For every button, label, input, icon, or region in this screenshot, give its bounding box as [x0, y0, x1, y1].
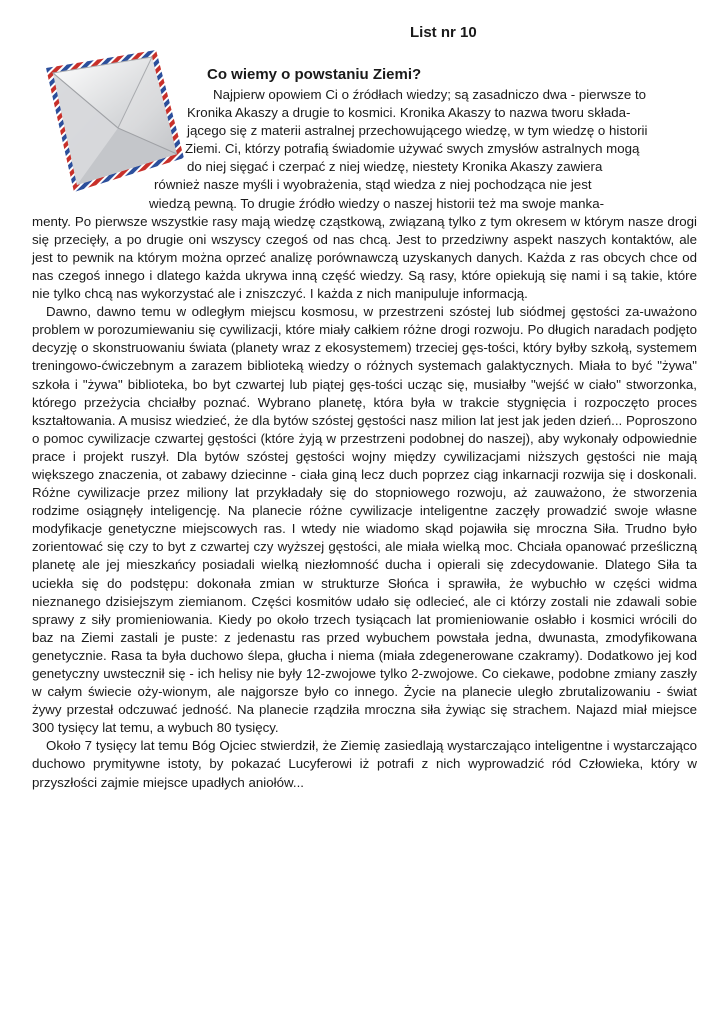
paragraph: menty. Po pierwsze wszystkie rasy mają wiedzę cząstkową, związaną tylko z tym okresem w którym nasze drogi się przecięły, a po drugie oni wszyscy czegoś od nas chcą. Jest to przedziwny aspekt naszych kontaktów, ale jest to pewnik na którym można oprzeć analizę porównawczą uzyskanych danych. Każda z ras obcych chce od nas czegoś innego i dlatego każda ukrywa inną część wiedzy. Są rasy, które opiekują się nami i są takie, które nie tylko chcą nas wykorzystać ale i zniszczyć. I każda z nich manipuluje informacją.: [32, 213, 697, 302]
intro-line: Najpierw opowiem Ci o źródłach wiedzy; są zasadniczo dwa - pierwsze to: [213, 87, 647, 102]
intro-line: również nasze myśli i wyobrażenia, stąd wiedza z niej pochodząca nie jest: [154, 177, 592, 193]
intro-line: wiedzą pewną. To drugie źródło wiedzy o naszej historii też ma swoje manka-: [149, 195, 605, 211]
letter-number: List nr 10: [410, 24, 477, 41]
intro-line: jącego się z materii astralnej przechowującego wiedzę, w tym wiedzę o historii: [187, 123, 648, 139]
intro-line: Kronika Akaszy a drugie to kosmici. Kronika Akaszy to nazwa tworu składa-: [187, 105, 631, 121]
letter-body: [32, 86, 697, 792]
intro-line: Ziemi. Ci, którzy potrafią świadomie używać swych zmysłów astralnych mogą: [185, 141, 640, 157]
paragraph: Około 7 tysięcy lat temu Bóg Ojciec stwierdził, że Ziemię zasiedlają wystarczająco inteligentne i wystarczająco duchowo prymitywne istoty, by pokazać Lucyferowi iż potrafi z nich wyprowadzić ród Człowieka, który w przyszłości zajmie miejsce upadłych aniołów...: [32, 738, 697, 790]
article-title: Co wiemy o powstaniu Ziemi?: [207, 66, 422, 83]
paragraph: Dawno, dawno temu w odległym miejscu kosmosu, w przestrzeni szóstej lub siódmej gęstości za-uważono problem w porozumiewaniu się cywilizacji, które miały całkiem różne drogi rozwoju. Po długich naradach podjęto decyzję o skonstruowaniu świata (planety wraz z ekosystemem) trzeciej gęs-tości, który byłby szkołą, systemem treningowo-ćwiczebnym a zarazem biblioteką wiedzy o różnych systemach galaktycznych. Miała to być "żywa" szkoła i "żywa" biblioteka, bo byt czwartej lub piątej gęs-tości ucząc się, musiałby "wejść w ciało" stworzonka, którego przeżycia chciałby poznać. Wybrano planetę, która była w trakcie stygnięcia i rozpoczęto proces kształtowania. A musisz wiedzieć, że dla bytów szóstej gęstości nasz milion lat jest jak jeden dzień... Poproszono o pomoc cywilizacje czwartej gęstości (które żyją w przestrzeni podobnej do naszej), aby wykonały odpowiednie prace i projekt ruszył. Dla bytów szóstej gęstości wojny między cywilizacjami niższych gęstości nie mają większego znaczenia, ot zabawy dziecinne - ciała giną lecz duch poprzez ciąg inkarnacji rozwija się i doskonali. Różne cywilizacje przez miliony lat przykładały się do stopniowego rozwoju, aż zauważono, że stworzenia rodzime osiągnęły inteligencję. Na planecie różne cywilizacje inteligentne zaczęły prowadzić swoje własne modyfikacje genetyczne miejscowych ras. I wtedy nie wiadomo skąd pojawiła się mroczna Siła. Trudno było zorientować się czy to byt z czwartej czy wyższej gęstości, ale miała wielką moc. Chciała opanować prześliczną planetę ale jej mieszkańcy posiadali wielką niezłomność ducha i opierali się zdecydowanie. Dlatego Siła ta uciekła się do podstępu: dokonała zmian w strukturze Słońca i sprawiła, że wybuchło w części widma nieznanego dzisiejszym ziemianom. Części kosmitów udało się odlecieć, ale ci którzy zostali nie zdawali sobie sprawy z siły promieniowania. Kiedy po około trzech tysiącach lat promieniowanie osłabło i kosmici wrócili do baz na Ziemi zastali je puste: z jedenastu ras przed wybuchem powstała jedna, dwunasta, zmodyfikowana genetycznie. Rasa ta była duchowo ślepa, głucha i niema (miała zdegenerowane czakramy). Dodatkowo jej kod genetyczny uwstecznił się - ich helisy nie były 12-zwojowe tylko 2-zwojowe. Co ciekawe, podobne zmiany zaszły w całym świecie oży-wionym, ale najgorsze było co innego. Życie na planecie uległo zbrutalizowaniu - świat żywy przestał odczuwać jedność. Na planecie rządziła mroczna siła żywiąc się strachem. Najazd miał miejsce 300 tysięcy lat temu, a wybuch 80 tysięcy.: [32, 304, 697, 736]
intro-line: do niej sięgać i czerpać z niej wiedzę, niestety Kronika Akaszy zawiera: [187, 159, 603, 175]
